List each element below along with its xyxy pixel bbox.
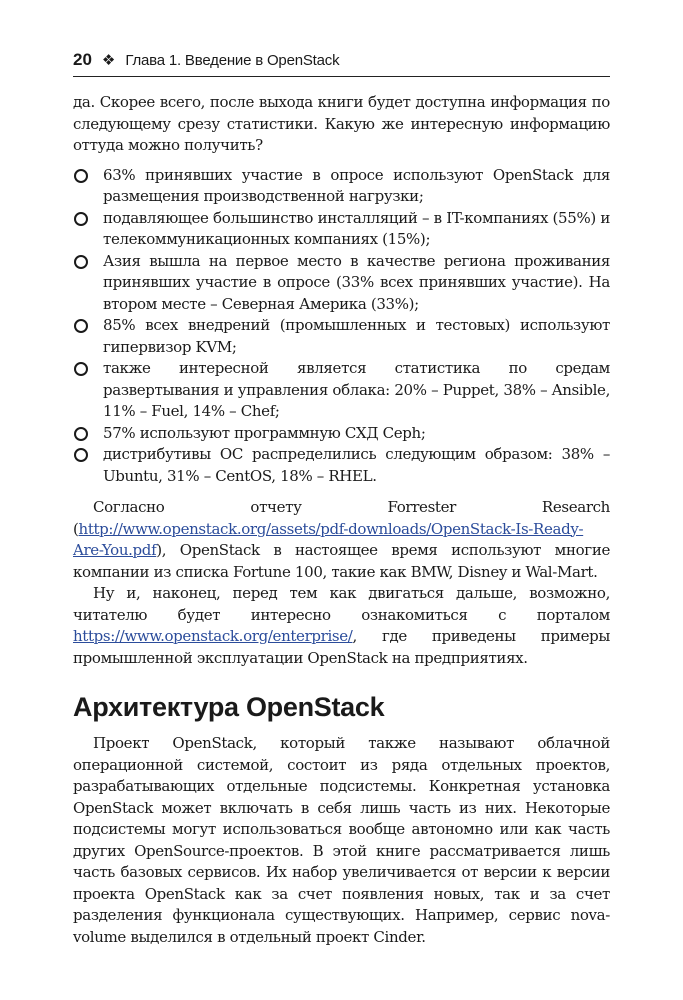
list-item: [103, 423, 610, 445]
list-item-text: 85% всех внедрений (промышленных и тестовых) используют гипервизор KVM;: [103, 316, 610, 356]
circle-bullet-icon: [74, 255, 88, 269]
forrester-text-after: ), OpenStack в настоящее время используют многие компании из списка Fortune 100, такие как BMW, Disney и Wal-Mart.: [73, 541, 610, 581]
list-item-text: дистрибутивы ОС распределились следующим образом: 38% – Ubuntu, 31% – CentOS, 18% – RHEL.: [103, 445, 610, 485]
forrester-text-before: Согласно отчету Forrester Research (: [73, 498, 610, 538]
list-item: [103, 165, 610, 208]
chapter-title: Глава 1. Введение в OpenStack: [125, 52, 340, 69]
list-item: [103, 208, 610, 251]
list-item-text: подавляющее большинство инсталляций – в IT-компаниях (55%) и телекоммуникационных компаниях (15%);: [103, 208, 610, 248]
intro-paragraph: да. Скорее всего, после выхода книги будет доступна информация по следующему срезу статистики. Какую же интересную информацию оттуда можно получить?: [73, 93, 610, 154]
list-item-text: 63% принявших участие в опросе используют OpenStack для размещения производственной нагрузки;: [103, 165, 610, 205]
portal-text-after: , где приведены примеры промышленной эксплуатации OpenStack на предприятиях.: [73, 627, 610, 667]
enterprise-portal-link[interactable]: https://www.openstack.org/enterprise/: [73, 627, 353, 645]
list-item: [103, 358, 610, 423]
circle-bullet-icon: [74, 362, 88, 376]
list-item: [103, 444, 610, 487]
list-item-text: Азия вышла на первое место в качестве региона проживания принявших участие в опросе (33% всех принявших участие). На втором месте – Северная Америка (33%);: [103, 251, 610, 313]
statistics-list: [73, 165, 610, 488]
forrester-report-link[interactable]: http://www.openstack.org/assets/pdf-downloads/OpenStack-Is-Ready-Are-You.pdf: [73, 519, 584, 559]
circle-bullet-icon: [74, 448, 88, 462]
page-body: [73, 92, 610, 948]
circle-bullet-icon: [74, 319, 88, 333]
circle-bullet-icon: [74, 212, 88, 226]
portal-paragraph: [73, 583, 610, 669]
list-item-text: также интересной является статистика по средам развертывания и управления облака: 20% – Puppet, 38% – Ansible, 11% – Fuel, 14% – Chef;: [103, 359, 610, 420]
portal-text-before: Ну и, наконец, перед тем как двигаться дальше, возможно, читателю будет интересно ознакомиться с порталом: [73, 584, 610, 624]
list-item-text: 57% используют программную СХД Ceph;: [103, 423, 426, 442]
running-header: [73, 50, 610, 77]
list-item: [103, 315, 610, 358]
ornament-separator: ❖: [101, 52, 116, 69]
architecture-paragraph: Проект OpenStack, который также называют облачной операционной системой, состоит из ряда отдельных проектов, разрабатывающих отдельные подсистемы. Конкретная установка OpenStack может включать в себя лишь часть из них. Некоторые подсистемы могут использоваться вообще автономно или как часть других OpenSource-проектов. В этой книге рассматривается лишь часть базовых сервисов. Их набор увеличивается от версии к версии проекта OpenStack как за счет появления новых, так и за счет разделения функционала существующих. Например, сервис nova-volume выделился в отдельный проект Cinder.: [73, 734, 610, 946]
list-item: [103, 251, 610, 316]
circle-bullet-icon: [74, 169, 88, 183]
section-heading: Архитектура OpenStack: [73, 692, 385, 722]
page-number: 20: [73, 50, 92, 69]
forrester-paragraph: [73, 497, 610, 583]
circle-bullet-icon: [74, 427, 88, 441]
